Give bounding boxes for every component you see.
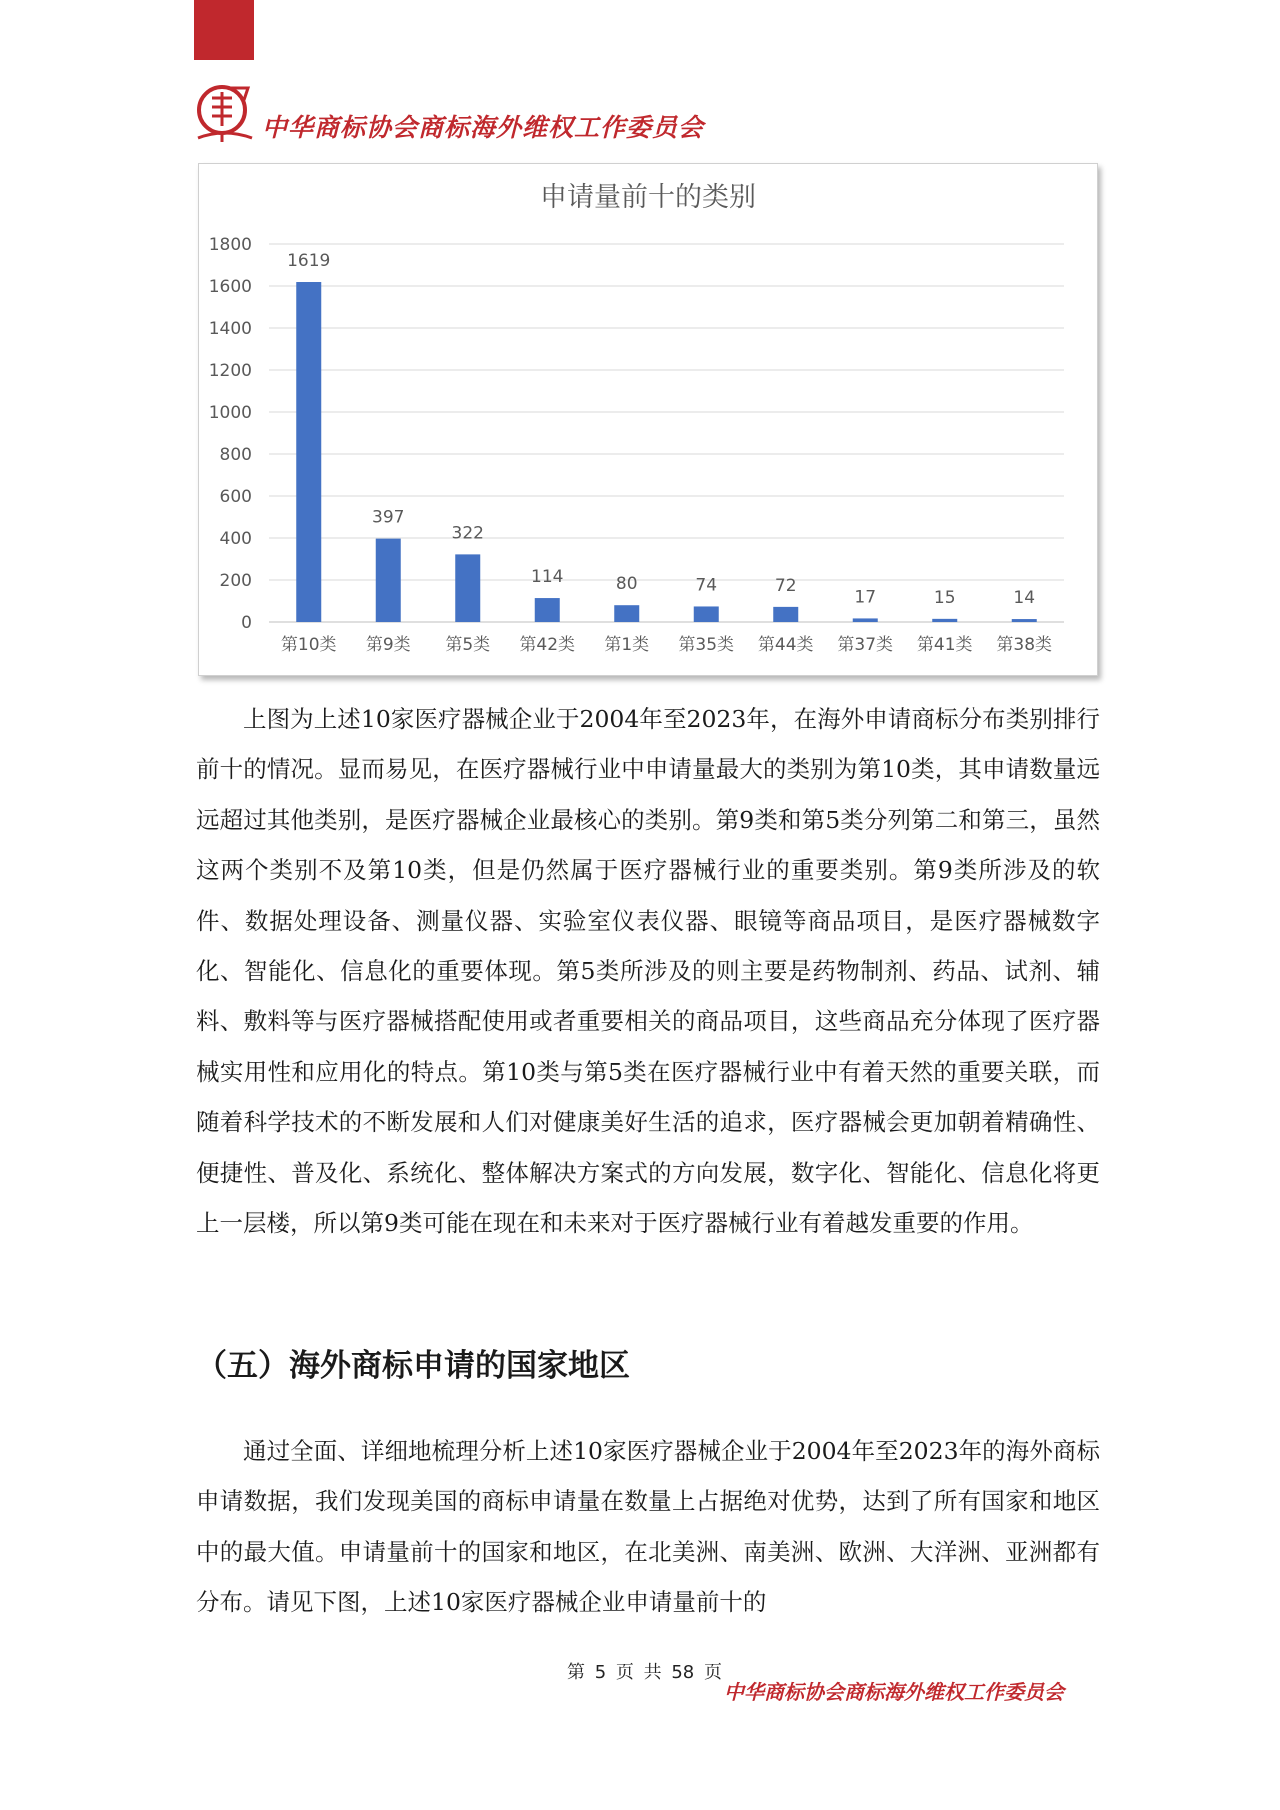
section-heading: （五）海外商标申请的国家地区: [196, 1348, 630, 1384]
bar-第44类: [773, 607, 798, 622]
bar-第9类: [376, 539, 401, 622]
x-tick-label: 第37类: [837, 635, 894, 655]
x-tick-label: 第9类: [365, 635, 411, 655]
bar-第5类: [455, 554, 480, 622]
page-number: 第 5 页 共 58 页: [567, 1662, 722, 1683]
data-label: 15: [933, 587, 956, 608]
y-tick-label: 200: [219, 571, 252, 591]
paragraph-text: 通过全面、详细地梳理分析上述10家医疗器械企业于2004年至2023年的海外商标申请数据，我们发现美国的商标申请量在数量上占据绝对优势，达到了所有国家和地区中的最大值。申请量前十的国家和地区，在北美洲、南美洲、欧洲、大洋洲、亚洲都有分布。请见下图，上述10家医疗器械企业申请量前十的: [196, 1437, 1100, 1617]
bar-第1类: [614, 605, 639, 622]
y-tick-label: 800: [219, 445, 252, 465]
seal-logo-icon: [194, 80, 256, 146]
y-tick-label: 1800: [208, 235, 252, 255]
chart-title: 申请量前十的类别: [540, 182, 756, 213]
footer-org-name: 中华商标协会商标海外维权工作委员会: [724, 1680, 1064, 1704]
y-tick-label: 600: [219, 487, 252, 507]
x-tick-label: 第42类: [519, 635, 576, 655]
body-paragraph-1: [196, 694, 1100, 1248]
x-tick-label: 第44类: [757, 635, 814, 655]
x-tick-label: 第5类: [445, 635, 491, 655]
data-label: 114: [531, 567, 564, 588]
data-label: 1619: [287, 251, 331, 272]
x-tick-label: 第1类: [604, 635, 650, 655]
data-label: 74: [695, 575, 718, 596]
data-label: 72: [774, 575, 797, 596]
bar-第35类: [694, 606, 719, 622]
bar-第41类: [932, 619, 957, 622]
y-tick-label: 1600: [208, 277, 252, 297]
bar-第38类: [1012, 619, 1037, 622]
x-tick-label: 第35类: [678, 635, 735, 655]
y-tick-label: 1000: [208, 403, 252, 423]
chart-svg: [199, 164, 1097, 675]
data-label: 322: [451, 523, 484, 544]
x-tick-label: 第38类: [996, 635, 1053, 655]
category-bar-chart: [198, 163, 1098, 676]
header-red-block: [194, 0, 254, 60]
data-label: 14: [1013, 588, 1036, 609]
header-org-name: 中华商标协会商标海外维权工作委员会: [262, 113, 705, 142]
data-label: 80: [615, 574, 638, 595]
data-label: 17: [854, 587, 877, 608]
y-tick-label: 1400: [208, 319, 252, 339]
data-label: 397: [372, 507, 405, 528]
y-tick-label: 0: [241, 613, 252, 633]
bar-第37类: [853, 618, 878, 622]
x-tick-label: 第10类: [280, 635, 337, 655]
y-tick-label: 400: [219, 529, 252, 549]
x-tick-label: 第41类: [916, 635, 973, 655]
body-paragraph-2: [196, 1426, 1100, 1628]
bar-第42类: [535, 598, 560, 622]
paragraph-text: 上图为上述10家医疗器械企业于2004年至2023年，在海外申请商标分布类别排行前十的情况。显而易见，在医疗器械行业中申请量最大的类别为第10类，其申请数量远远超过其他类别，是医疗器械企业最核心的类别。第9类和第5类分列第二和第三，虽然这两个类别不及第10类，但是仍然属于医疗器械行业的重要类别。第9类所涉及的软件、数据处理设备、测量仪器、实验室仪表仪器、眼镜等商品项目，是医疗器械数字化、智能化、信息化的重要体现。第5类所涉及的则主要是药物制剂、药品、试剂、辅料、敷料等与医疗器械搭配使用或者重要相关的商品项目，这些商品充分体现了医疗器械实用性和应用化的特点。第10类与第5类在医疗器械行业中有着天然的重要关联，而随着科学技术的不断发展和人们对健康美好生活的追求，医疗器械会更加朝着精确性、便捷性、普及化、系统化、整体解决方案式的方向发展，数字化、智能化、信息化将更上一层楼，所以第9类可能在现在和未来对于医疗器械行业有着越发重要的作用。: [196, 705, 1100, 1238]
bar-第10类: [296, 282, 321, 622]
y-tick-label: 1200: [208, 361, 252, 381]
